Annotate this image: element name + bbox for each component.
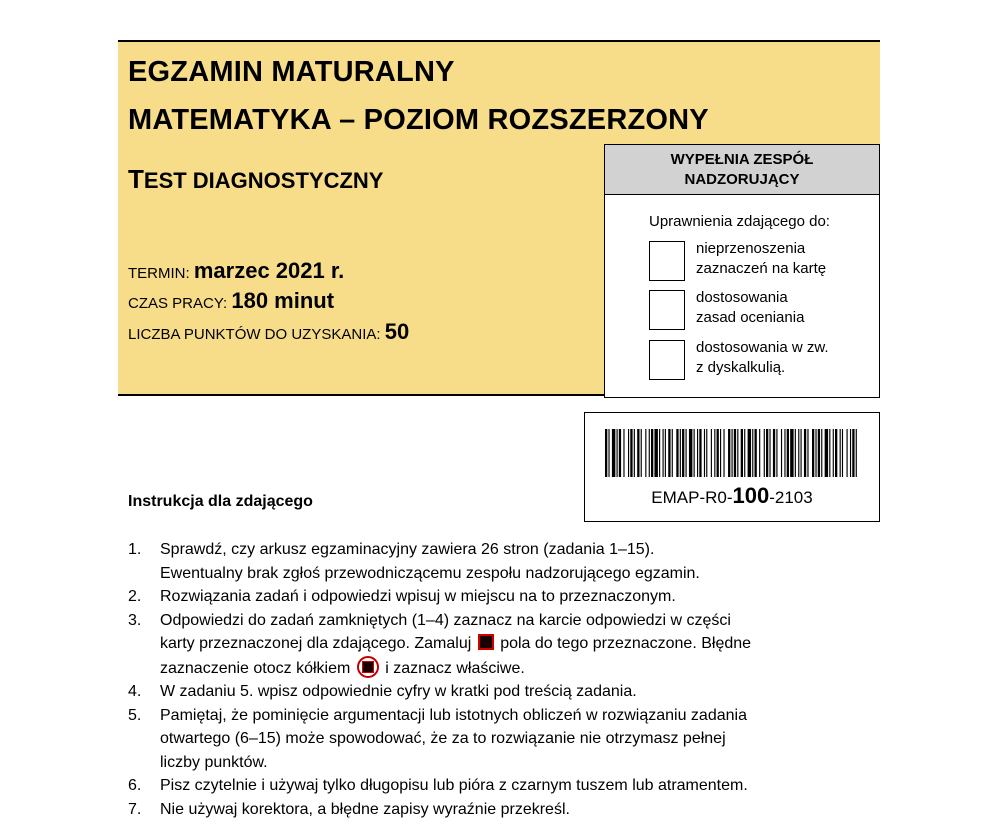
permission-option-nontransfer[interactable] (649, 239, 869, 287)
term-label: TERMIN: (128, 265, 194, 282)
barcode-bar (641, 429, 642, 477)
barcode-bar (755, 429, 757, 477)
permission-label-line: z dyskalkulią. (696, 359, 786, 376)
list-item (128, 538, 868, 585)
permission-checkbox[interactable] (649, 241, 685, 281)
barcode-bar (623, 429, 624, 477)
barcode-bar (764, 429, 765, 477)
barcode-bar (801, 429, 802, 477)
barcode-bar (686, 429, 687, 477)
exam-type-rest: EST DIAGNOSTYCZNY (143, 168, 384, 193)
barcode-bar (790, 429, 793, 477)
proctor-intro: Uprawnienia zdającego do: (649, 213, 830, 230)
barcode-bar (807, 429, 808, 477)
barcode-bar (781, 429, 782, 477)
time-value: 180 minut (231, 288, 335, 313)
barcode-bar (720, 429, 721, 477)
permission-label-line: dostosowania w zw. (696, 339, 829, 356)
barcode-bar (748, 429, 751, 477)
list-item (128, 680, 868, 704)
barcode-bar (856, 429, 857, 477)
item-number: 3. (128, 611, 142, 629)
barcode-bar (847, 429, 848, 477)
permission-checkbox[interactable] (649, 340, 685, 380)
proctor-heading-line2: NADZORUJĄCY (684, 171, 800, 188)
exam-code-prefix: EMAP-R0- (651, 488, 733, 507)
barcode-bar (840, 429, 841, 477)
barcode-bar (612, 429, 615, 477)
exam-term (128, 258, 344, 284)
barcode-bar (804, 429, 806, 477)
barcode-bar (617, 429, 618, 477)
barcode-bar (689, 429, 692, 477)
exam-duration (128, 288, 334, 314)
barcode-bar (663, 429, 664, 477)
permission-label-line: zaznaczeń na kartę (696, 260, 827, 277)
item-text: i zaznacz właściwe. (385, 659, 525, 677)
permission-label (696, 288, 866, 328)
exam-points (128, 319, 409, 345)
barcode-bar (835, 429, 837, 477)
proctor-heading (605, 145, 879, 195)
points-value: 50 (384, 319, 410, 344)
barcode-bar (833, 429, 834, 477)
permission-label-line: zasad oceniania (696, 309, 805, 326)
barcode-bar (842, 429, 843, 477)
barcode-bar (608, 429, 609, 477)
item-text: karty przeznaczonej dla zdającego. Zamaluj (160, 635, 472, 652)
barcode-bar (699, 429, 701, 477)
barcode-bar (651, 429, 653, 477)
barcode-bar (752, 429, 753, 477)
exam-subject: MATEMATYKA – POZIOM ROZSZERZONY (128, 104, 709, 136)
item-number: 4. (128, 683, 142, 700)
barcode-bar (818, 429, 820, 477)
list-item (128, 774, 868, 798)
barcode-bar (634, 429, 635, 477)
item-number: 5. (128, 706, 142, 724)
permission-label-line: nieprzenoszenia (696, 240, 806, 257)
permission-label-line: dostosowania (696, 289, 788, 306)
exam-code (585, 483, 879, 509)
item-text: W zadaniu 5. wpisz odpowiednie cyfry w kratki pod treścią zadania. (160, 683, 637, 700)
item-text-line (160, 632, 868, 656)
exam-code-suffix: -2103 (769, 488, 813, 507)
filled-square-icon (478, 634, 494, 650)
item-number: 6. (128, 777, 142, 794)
barcode-bar (630, 429, 632, 477)
item-number: 2. (128, 588, 142, 605)
barcode-bar (668, 429, 670, 477)
barcode-bar (825, 429, 828, 477)
list-item (128, 585, 868, 609)
item-text: Nie używaj korektora, a błędne zapisy wyraźnie przekreśl. (160, 800, 570, 818)
barcode-bar (852, 429, 854, 477)
list-item (128, 609, 868, 681)
barcode-bar (704, 429, 705, 477)
list-item (128, 704, 868, 775)
barcode-bar (619, 429, 621, 477)
barcode-bar (812, 429, 814, 477)
permission-label (696, 338, 866, 378)
barcode-bar (728, 429, 730, 477)
permission-label (696, 239, 866, 279)
barcode-bar (732, 429, 733, 477)
proctor-panel (604, 144, 880, 398)
item-text: Pisz czytelnie i używaj tylko długopisu lub pióra z czarnym tuszem lub atramentem. (160, 777, 748, 794)
barcode-bar (717, 429, 719, 477)
item-text: Odpowiedzi do zadań zamkniętych (1–4) zaznacz na karcie odpowiedzi w części (160, 611, 731, 629)
exam-type-initial: T (128, 164, 144, 194)
barcode-bar (706, 429, 707, 477)
barcode-bar (628, 429, 629, 477)
item-text: Rozwiązania zadań i odpowiedzi wpisuj w miejscu na to przeznaczonym. (160, 588, 676, 605)
barcode-bar (766, 429, 768, 477)
barcode-bar (659, 429, 660, 477)
item-text: liczby punktów. (160, 753, 268, 771)
barcode-bar (737, 429, 738, 477)
barcode-bar (654, 429, 657, 477)
barcode-bar (741, 429, 743, 477)
barcode-bar (649, 429, 650, 477)
barcode-bar (787, 429, 789, 477)
barcode-bar (776, 429, 777, 477)
barcode-bar (773, 429, 775, 477)
item-text: otwartego (6–15) może spowodować, że za to rozwiązanie nie otrzymasz pełnej (160, 730, 726, 747)
barcode-bar (714, 429, 715, 477)
permission-option-dyscalculia[interactable] (649, 338, 869, 386)
item-text: Sprawdź, czy arkusz egzaminacyjny zawiera 26 stron (zadania 1–15). (160, 541, 655, 558)
barcode-bar (605, 429, 607, 477)
item-number: 1. (128, 541, 142, 558)
barcode-bar (798, 429, 799, 477)
proctor-heading-line1: WYPEŁNIA ZESPÓŁ (670, 151, 814, 168)
exam-code-number: 100 (732, 483, 770, 508)
instructions-list (128, 538, 868, 821)
circled-square-icon (357, 656, 379, 678)
barcode-bar (795, 429, 796, 477)
barcode-bar (711, 429, 712, 477)
barcode-bar (744, 429, 745, 477)
barcode-bar (759, 429, 760, 477)
item-text: pola do tego przeznaczone. Błędne (500, 635, 752, 652)
instructions-title: Instrukcja dla zdającego (128, 493, 313, 510)
term-value: marzec 2021 r. (193, 258, 345, 283)
barcode-bar (821, 429, 822, 477)
barcode-bar (665, 429, 666, 477)
item-text-line (160, 656, 868, 681)
permission-option-grading[interactable] (649, 288, 869, 336)
item-text: Ewentualny brak zgłoś przewodniczącemu zespołu nadzorującego egzamin. (160, 564, 700, 582)
barcode-bar (697, 429, 698, 477)
barcode-bar (672, 429, 673, 477)
item-text: zaznaczenie otocz kółkiem (160, 659, 351, 677)
item-text: Pamiętaj, że pominięcie argumentacji lub istotnych obliczeń w rozwiązaniu zadania (160, 706, 747, 724)
exam-title: EGZAMIN MATURALNY (128, 56, 455, 88)
barcode-bar (850, 429, 851, 477)
list-item (128, 798, 868, 822)
barcode-bar (645, 429, 646, 477)
item-number: 7. (128, 800, 142, 818)
barcode-panel (584, 412, 880, 522)
permission-checkbox[interactable] (649, 290, 685, 330)
barcode-bar (815, 429, 816, 477)
exam-type (128, 164, 383, 195)
barcode-bar (676, 429, 678, 477)
points-label: LICZBA PUNKTÓW DO UZYSKANIA: (128, 326, 385, 343)
barcode-bar (694, 429, 695, 477)
time-label: CZAS PRACY: (128, 295, 232, 312)
barcode-bar (637, 429, 639, 477)
barcode-bar (734, 429, 736, 477)
barcode-bar (682, 429, 684, 477)
barcode-bar (829, 429, 830, 477)
barcode-bar (680, 429, 681, 477)
barcode-bar (784, 429, 785, 477)
barcode-bar (769, 429, 770, 477)
barcode-icon (605, 429, 859, 477)
barcode-bar (723, 429, 724, 477)
